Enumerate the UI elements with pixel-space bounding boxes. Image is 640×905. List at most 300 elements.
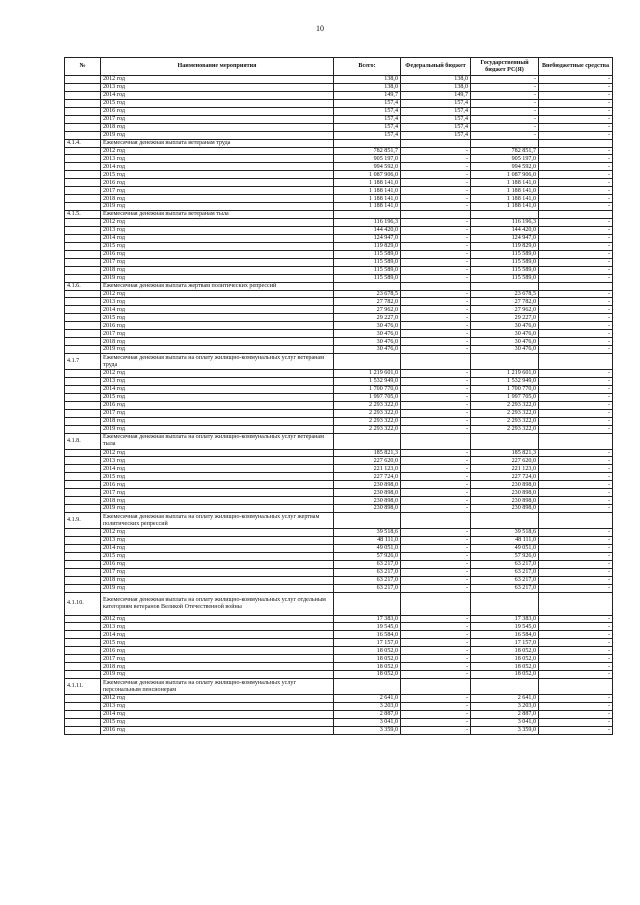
row-state: 18 052,0 <box>471 671 539 679</box>
row-extra: - <box>539 702 613 710</box>
row-total: 2 887,0 <box>334 710 401 718</box>
row-state: 27 962,0 <box>471 306 539 314</box>
table-row <box>65 457 613 465</box>
table-row <box>65 647 613 655</box>
row-federal: - <box>401 242 471 250</box>
row-state: 30 476,0 <box>471 322 539 330</box>
row-code-cell <box>65 290 101 298</box>
empty-cell <box>471 354 539 370</box>
row-year: 2015 год <box>101 242 334 250</box>
row-state: 30 476,0 <box>471 330 539 338</box>
row-code-cell <box>65 83 101 91</box>
row-total: 230 898,0 <box>334 481 401 489</box>
row-code-cell <box>65 226 101 234</box>
row-year: 2019 год <box>101 584 334 592</box>
empty-cell <box>334 282 401 290</box>
row-state: 124 947,0 <box>471 234 539 242</box>
table-row <box>65 552 613 560</box>
row-extra: - <box>539 409 613 417</box>
row-year: 2012 год <box>101 615 334 623</box>
empty-cell <box>334 211 401 219</box>
table-row <box>65 489 613 497</box>
section-code: 4.1.7 <box>65 354 101 370</box>
row-code-cell <box>65 377 101 385</box>
row-extra: - <box>539 179 613 187</box>
empty-cell <box>401 139 471 147</box>
row-year: 2018 год <box>101 338 334 346</box>
row-total: 57 926,0 <box>334 552 401 560</box>
table-row <box>65 266 613 274</box>
row-year: 2019 год <box>101 425 334 433</box>
table-row <box>65 250 613 258</box>
row-extra: - <box>539 377 613 385</box>
table-row <box>65 393 613 401</box>
row-extra: - <box>539 314 613 322</box>
row-total: 1 997 705,0 <box>334 393 401 401</box>
row-state: 994 592,0 <box>471 163 539 171</box>
row-state: 1 219 601,0 <box>471 370 539 378</box>
row-code-cell <box>65 726 101 734</box>
row-year: 2019 год <box>101 505 334 513</box>
row-year: 2013 год <box>101 226 334 234</box>
row-total: 115 589,0 <box>334 266 401 274</box>
row-code-cell <box>65 417 101 425</box>
row-total: 230 898,0 <box>334 497 401 505</box>
row-total: 3 359,0 <box>334 726 401 734</box>
row-state: 39 518,6 <box>471 529 539 537</box>
table-row <box>65 234 613 242</box>
table-row <box>65 671 613 679</box>
row-extra: - <box>539 718 613 726</box>
table-row <box>65 449 613 457</box>
empty-cell <box>471 433 539 449</box>
row-extra: - <box>539 465 613 473</box>
row-state: 2 293 322,0 <box>471 425 539 433</box>
row-federal: - <box>401 425 471 433</box>
row-extra: - <box>539 123 613 131</box>
row-code-cell <box>65 370 101 378</box>
row-federal: - <box>401 584 471 592</box>
row-year: 2016 год <box>101 322 334 330</box>
row-federal: - <box>401 250 471 258</box>
table-row <box>65 115 613 123</box>
row-total: 124 947,0 <box>334 234 401 242</box>
row-state: 1 188 141,0 <box>471 179 539 187</box>
section-code: 4.1.5. <box>65 211 101 219</box>
row-state: 18 052,0 <box>471 647 539 655</box>
row-code-cell <box>65 718 101 726</box>
row-year: 2015 год <box>101 473 334 481</box>
row-extra: - <box>539 401 613 409</box>
table-row <box>65 425 613 433</box>
row-extra: - <box>539 663 613 671</box>
row-total: 17 157,0 <box>334 639 401 647</box>
row-state: 230 898,0 <box>471 489 539 497</box>
row-total: 1 188 141,0 <box>334 195 401 203</box>
section-title: Ежемесячная денежная выплата ветеранам тыла <box>101 211 334 219</box>
row-federal: - <box>401 702 471 710</box>
row-year: 2019 год <box>101 131 334 139</box>
page-number: 10 <box>316 24 324 33</box>
row-total: 63 217,0 <box>334 568 401 576</box>
row-extra: - <box>539 226 613 234</box>
row-total: 1 087 906,0 <box>334 171 401 179</box>
row-year: 2016 год <box>101 481 334 489</box>
table-row <box>65 187 613 195</box>
row-extra: - <box>539 346 613 354</box>
table-row <box>65 298 613 306</box>
row-federal: - <box>401 179 471 187</box>
row-total: 782 851,7 <box>334 147 401 155</box>
row-year: 2014 год <box>101 385 334 393</box>
row-federal: - <box>401 203 471 211</box>
row-extra: - <box>539 195 613 203</box>
table-row <box>65 568 613 576</box>
row-year: 2017 год <box>101 489 334 497</box>
row-state: 2 641,0 <box>471 695 539 703</box>
row-extra: - <box>539 290 613 298</box>
row-extra: - <box>539 242 613 250</box>
row-code-cell <box>65 393 101 401</box>
row-extra: - <box>539 481 613 489</box>
row-total: 227 620,0 <box>334 457 401 465</box>
row-total: 221 123,0 <box>334 465 401 473</box>
row-code-cell <box>65 481 101 489</box>
row-total: 17 383,0 <box>334 615 401 623</box>
row-federal: 157,4 <box>401 131 471 139</box>
row-total: 905 197,0 <box>334 155 401 163</box>
row-year: 2012 год <box>101 695 334 703</box>
table-row <box>65 481 613 489</box>
row-total: 18 052,0 <box>334 647 401 655</box>
table-row <box>65 465 613 473</box>
row-total: 63 217,0 <box>334 584 401 592</box>
row-extra: - <box>539 131 613 139</box>
row-extra: - <box>539 203 613 211</box>
row-total: 149,7 <box>334 91 401 99</box>
row-extra: - <box>539 615 613 623</box>
section-row <box>65 211 613 219</box>
empty-cell <box>539 433 613 449</box>
row-year: 2019 год <box>101 203 334 211</box>
row-state: - <box>471 91 539 99</box>
row-year: 2018 год <box>101 195 334 203</box>
table-row <box>65 576 613 584</box>
row-year: 2016 год <box>101 107 334 115</box>
table-row <box>65 710 613 718</box>
table-row <box>65 203 613 211</box>
row-state: 63 217,0 <box>471 568 539 576</box>
row-extra: - <box>539 425 613 433</box>
row-extra: - <box>539 536 613 544</box>
row-code-cell <box>65 560 101 568</box>
row-state: 30 476,0 <box>471 338 539 346</box>
row-state: 3 041,0 <box>471 718 539 726</box>
row-federal: - <box>401 393 471 401</box>
row-total: 3 041,0 <box>334 718 401 726</box>
row-federal: - <box>401 234 471 242</box>
row-state: 1 997 705,0 <box>471 393 539 401</box>
row-federal: 157,4 <box>401 123 471 131</box>
empty-cell <box>401 679 471 695</box>
table-row <box>65 131 613 139</box>
row-federal: - <box>401 290 471 298</box>
row-code-cell <box>65 76 101 84</box>
row-federal: - <box>401 710 471 718</box>
empty-cell <box>334 354 401 370</box>
header-extra: Внебюджетные средства <box>539 58 613 76</box>
row-state: 30 476,0 <box>471 346 539 354</box>
row-extra: - <box>539 655 613 663</box>
row-state: 19 545,0 <box>471 623 539 631</box>
row-federal: - <box>401 576 471 584</box>
row-state: 2 293 322,0 <box>471 401 539 409</box>
row-code-cell <box>65 250 101 258</box>
section-row <box>65 139 613 147</box>
row-year: 2013 год <box>101 702 334 710</box>
table-row <box>65 377 613 385</box>
row-code-cell <box>65 615 101 623</box>
row-extra: - <box>539 187 613 195</box>
row-total: 994 592,0 <box>334 163 401 171</box>
table-row <box>65 623 613 631</box>
row-total: 185 821,3 <box>334 449 401 457</box>
empty-cell <box>471 139 539 147</box>
row-extra: - <box>539 544 613 552</box>
table-header <box>65 58 613 76</box>
table-row <box>65 195 613 203</box>
row-extra: - <box>539 163 613 171</box>
section-code: 4.1.10. <box>65 592 101 615</box>
empty-cell <box>401 592 471 615</box>
row-total: 63 217,0 <box>334 576 401 584</box>
row-federal: - <box>401 306 471 314</box>
row-year: 2013 год <box>101 298 334 306</box>
table-row <box>65 409 613 417</box>
empty-cell <box>401 433 471 449</box>
row-state: 1 188 141,0 <box>471 195 539 203</box>
row-federal: - <box>401 401 471 409</box>
table-row <box>65 473 613 481</box>
table-row <box>65 76 613 84</box>
row-extra: - <box>539 457 613 465</box>
table-row <box>65 385 613 393</box>
header-name: Наименование мероприятия <box>101 58 334 76</box>
table-row <box>65 718 613 726</box>
row-federal: - <box>401 529 471 537</box>
row-code-cell <box>65 195 101 203</box>
row-federal: - <box>401 536 471 544</box>
row-year: 2017 год <box>101 258 334 266</box>
row-extra: - <box>539 385 613 393</box>
row-total: 18 052,0 <box>334 655 401 663</box>
table-row <box>65 99 613 107</box>
empty-cell <box>471 282 539 290</box>
row-extra: - <box>539 639 613 647</box>
row-state: - <box>471 107 539 115</box>
row-total: 157,4 <box>334 99 401 107</box>
table-row <box>65 179 613 187</box>
row-code-cell <box>65 425 101 433</box>
row-federal: - <box>401 298 471 306</box>
row-code-cell <box>65 123 101 131</box>
row-total: 230 898,0 <box>334 489 401 497</box>
row-total: 138,0 <box>334 76 401 84</box>
row-federal: - <box>401 544 471 552</box>
row-state: 115 589,0 <box>471 274 539 282</box>
row-federal: - <box>401 370 471 378</box>
row-code-cell <box>65 536 101 544</box>
row-federal: - <box>401 187 471 195</box>
row-year: 2017 год <box>101 568 334 576</box>
row-total: 16 584,0 <box>334 631 401 639</box>
row-state: 905 197,0 <box>471 155 539 163</box>
row-federal: - <box>401 718 471 726</box>
empty-cell <box>539 139 613 147</box>
row-total: 18 052,0 <box>334 671 401 679</box>
row-year: 2012 год <box>101 219 334 227</box>
row-total: 1 532 949,0 <box>334 377 401 385</box>
table-row <box>65 330 613 338</box>
row-year: 2012 год <box>101 147 334 155</box>
row-year: 2018 год <box>101 123 334 131</box>
row-extra: - <box>539 529 613 537</box>
row-year: 2018 год <box>101 497 334 505</box>
row-code-cell <box>65 449 101 457</box>
row-state: 144 420,0 <box>471 226 539 234</box>
row-extra: - <box>539 671 613 679</box>
row-year: 2012 год <box>101 449 334 457</box>
row-total: 1 700 770,0 <box>334 385 401 393</box>
row-total: 115 589,0 <box>334 250 401 258</box>
table-row <box>65 370 613 378</box>
section-code: 4.1.8. <box>65 433 101 449</box>
row-extra: - <box>539 576 613 584</box>
row-state: 230 898,0 <box>471 481 539 489</box>
empty-cell <box>539 211 613 219</box>
empty-cell <box>334 139 401 147</box>
row-extra: - <box>539 322 613 330</box>
row-code-cell <box>65 115 101 123</box>
table-row <box>65 258 613 266</box>
row-federal: - <box>401 219 471 227</box>
row-federal: - <box>401 631 471 639</box>
section-title: Ежемесячная денежная выплата на оплату жилищно-коммунальных услуг ветеранам труда <box>101 354 334 370</box>
row-federal: - <box>401 568 471 576</box>
row-extra: - <box>539 115 613 123</box>
row-state: 115 589,0 <box>471 250 539 258</box>
row-federal: 149,7 <box>401 91 471 99</box>
row-total: 157,4 <box>334 131 401 139</box>
row-state: 1 700 770,0 <box>471 385 539 393</box>
row-code-cell <box>65 163 101 171</box>
table-row <box>65 83 613 91</box>
section-title: Ежемесячная денежная выплата жертвам политических репрессий <box>101 282 334 290</box>
row-state: 27 782,0 <box>471 298 539 306</box>
row-year: 2016 год <box>101 726 334 734</box>
row-federal: 138,0 <box>401 76 471 84</box>
row-state: 115 589,0 <box>471 266 539 274</box>
row-state: 1 087 906,0 <box>471 171 539 179</box>
row-code-cell <box>65 338 101 346</box>
row-code-cell <box>65 552 101 560</box>
row-extra: - <box>539 505 613 513</box>
table-row <box>65 401 613 409</box>
row-extra: - <box>539 171 613 179</box>
row-extra: - <box>539 370 613 378</box>
row-year: 2014 год <box>101 544 334 552</box>
row-code-cell <box>65 623 101 631</box>
row-code-cell <box>65 529 101 537</box>
table-row <box>65 306 613 314</box>
row-year: 2014 год <box>101 465 334 473</box>
section-row <box>65 679 613 695</box>
row-year: 2017 год <box>101 655 334 663</box>
empty-cell <box>401 354 471 370</box>
row-code-cell <box>65 647 101 655</box>
table-row <box>65 219 613 227</box>
table-row <box>65 655 613 663</box>
row-total: 157,4 <box>334 115 401 123</box>
section-row <box>65 433 613 449</box>
row-federal: - <box>401 195 471 203</box>
empty-cell <box>539 592 613 615</box>
row-federal: - <box>401 560 471 568</box>
row-state: 18 052,0 <box>471 663 539 671</box>
table-row <box>65 639 613 647</box>
row-year: 2017 год <box>101 330 334 338</box>
row-extra: - <box>539 330 613 338</box>
row-total: 30 476,0 <box>334 338 401 346</box>
row-extra: - <box>539 107 613 115</box>
row-federal: - <box>401 505 471 513</box>
row-year: 2018 год <box>101 417 334 425</box>
row-code-cell <box>65 568 101 576</box>
empty-cell <box>334 513 401 529</box>
row-extra: - <box>539 91 613 99</box>
row-federal: - <box>401 274 471 282</box>
row-year: 2016 год <box>101 647 334 655</box>
row-extra: - <box>539 695 613 703</box>
section-code: 4.1.9. <box>65 513 101 529</box>
row-year: 2015 год <box>101 171 334 179</box>
row-federal: - <box>401 330 471 338</box>
row-code-cell <box>65 584 101 592</box>
row-code-cell <box>65 409 101 417</box>
row-year: 2014 год <box>101 163 334 171</box>
row-extra: - <box>539 306 613 314</box>
row-state: 48 111,0 <box>471 536 539 544</box>
row-year: 2015 год <box>101 718 334 726</box>
row-state: 3 203,0 <box>471 702 539 710</box>
row-year: 2015 год <box>101 314 334 322</box>
section-title: Ежемесячная денежная выплата на оплату жилищно-коммунальных услуг ветеранам тыла <box>101 433 334 449</box>
row-extra: - <box>539 99 613 107</box>
row-federal: - <box>401 163 471 171</box>
table-row <box>65 702 613 710</box>
row-extra: - <box>539 76 613 84</box>
row-total: 19 545,0 <box>334 623 401 631</box>
row-extra: - <box>539 647 613 655</box>
row-total: 18 052,0 <box>334 663 401 671</box>
row-federal: - <box>401 639 471 647</box>
row-code-cell <box>65 107 101 115</box>
row-year: 2019 год <box>101 671 334 679</box>
row-code-cell <box>65 234 101 242</box>
row-code-cell <box>65 505 101 513</box>
empty-cell <box>471 592 539 615</box>
row-extra: - <box>539 219 613 227</box>
